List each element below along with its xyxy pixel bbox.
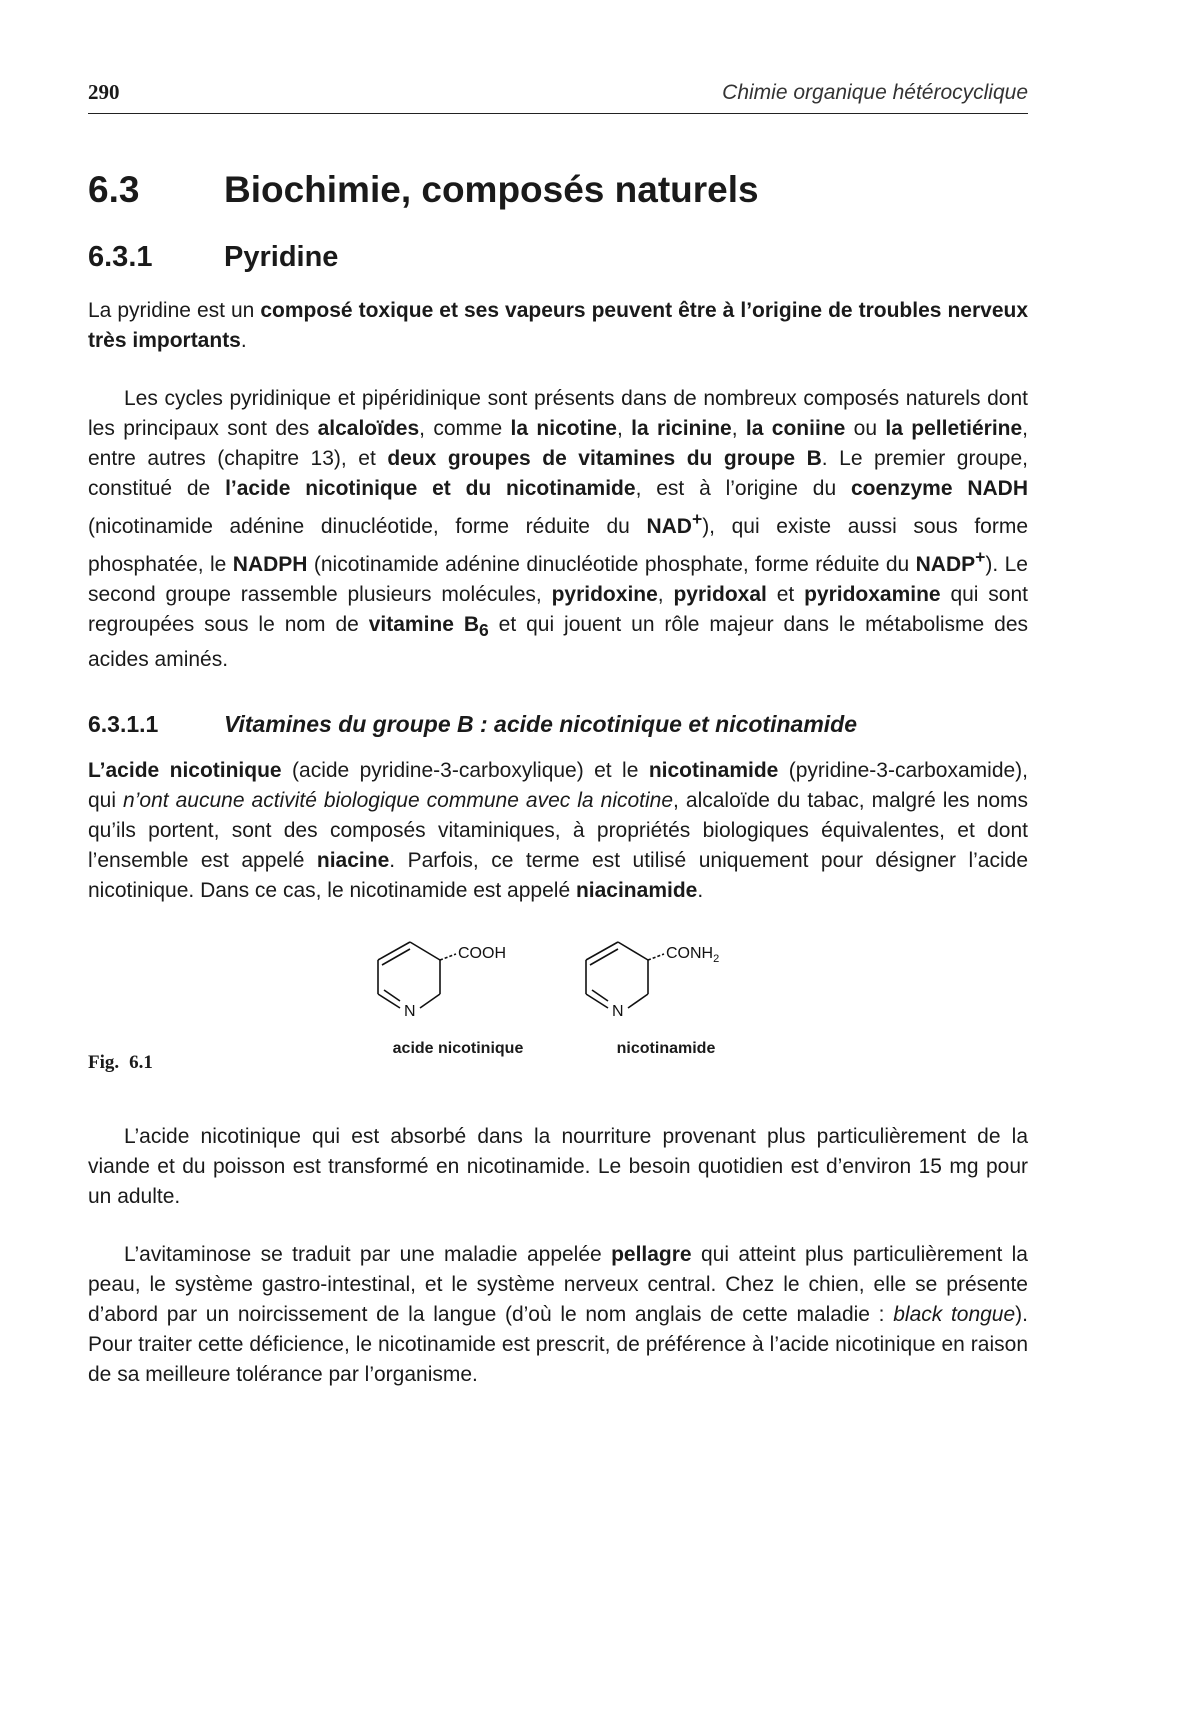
paragraph-niacin: L’acide nicotinique (acide pyridine-3-carboxylique) et le nicotinamide (pyridine-3-carboxamide), qui n’ont aucune activité biologique commune avec la nicotine, alcaloïde du tabac, malgré les noms qu’ils portent, sont des composés vitaminiques, à propriétés biologiques équivalentes, et dont l’ensemble est appelé niacine. Parfois, ce terme est utilisé uniquement pour désigner l’acide nicotinique. Dans ce cas, le nicotinamide est appelé niacinamide. (88, 758, 1029, 902)
section-number: 6.3 (88, 169, 140, 210)
conh2-label: $CONH_2$ (666, 944, 720, 965)
running-header (88, 80, 1028, 114)
nitrogen-label: N (612, 1002, 624, 1020)
running-title: Chimie organique hétérocyclique (722, 81, 1028, 104)
caption-nicotinic-acid: acide nicotinique (392, 1039, 524, 1057)
figure-label: Fig. 6.1 (88, 1051, 153, 1073)
nitrogen-label: N (404, 1002, 416, 1020)
page-number: 290 (88, 80, 120, 104)
structure-nicotinic-acid (368, 928, 548, 1058)
subsubsection-heading (88, 711, 1028, 738)
subsection-heading (88, 241, 1028, 274)
section-title: Biochimie, composés naturels (224, 169, 759, 210)
section-heading (88, 170, 1028, 211)
caption-nicotinamide: nicotinamide (616, 1039, 716, 1057)
structure-nicotinamide (576, 928, 756, 1058)
paragraph-toxicity: La pyridine est un composé toxique et ses vapeurs peuvent être à l’origine de troubles nerveux très importants. (88, 298, 1028, 352)
cooh-label: COOH (458, 944, 506, 962)
subsection-number: 6.3.1 (88, 240, 153, 273)
page (88, 80, 1028, 1390)
nicotinic-acid-diagram (368, 928, 548, 1038)
subsubsection-title: Vitamines du groupe B : acide nicotinique et nicotinamide (224, 710, 858, 737)
nicotinamide-diagram (576, 928, 756, 1038)
paragraph-absorption: L’acide nicotinique qui est absorbé dans la nourriture provenant plus particulièrement de la viande et du poisson est transformé en nicotinamide. Le besoin quotidien est d’environ 15 mg pour un adulte. (88, 1124, 1028, 1208)
paragraph-pellagra: L’avitaminose se traduit par une maladie appelée pellagre qui atteint plus particulièrement la peau, le système gastro-intestinal, et le système nerveux central. Chez le chien, elle se présente d’abord par un noircissement de la langue (d’où le nom anglais de cette maladie : black tongue). Pour traiter cette déficience, le nicotinamide est prescrit, de préférence à l’acide nicotinique en raison de sa meilleure tolérance par l’organisme. (88, 1242, 1028, 1386)
subsubsection-number: 6.3.1.1 (88, 710, 159, 737)
subsection-title: Pyridine (224, 240, 339, 273)
paragraph-natural-compounds: Les cycles pyridinique et pipéridinique sont présents dans de nombreux composés naturels dont les principaux sont des alcaloïdes, comme la nicotine, la ricinine, la coniine ou la pelletiérine, entre autres (chapitre 13), et deux groupes de vitamines du groupe B. Le premier groupe, constitué de l’acide nicotinique et du nicotinamide, est à l’origine du coenzyme NADH (nicotinamide adénine dinucléotide, forme réduite du NAD+), qui existe aussi sous forme phosphatée, le NADPH (nicotinamide adénine dinucléotide phosphate, forme réduite du NADP+). Le second groupe rassemble plusieurs molécules, pyridoxine, pyridoxal et pyridoxamine qui sont regroupées sous le nom de vitamine $B_6$ et qui jouent un rôle majeur dans le métabolisme des acides aminés. (88, 386, 1029, 671)
figure-6-1 (88, 928, 1028, 1078)
